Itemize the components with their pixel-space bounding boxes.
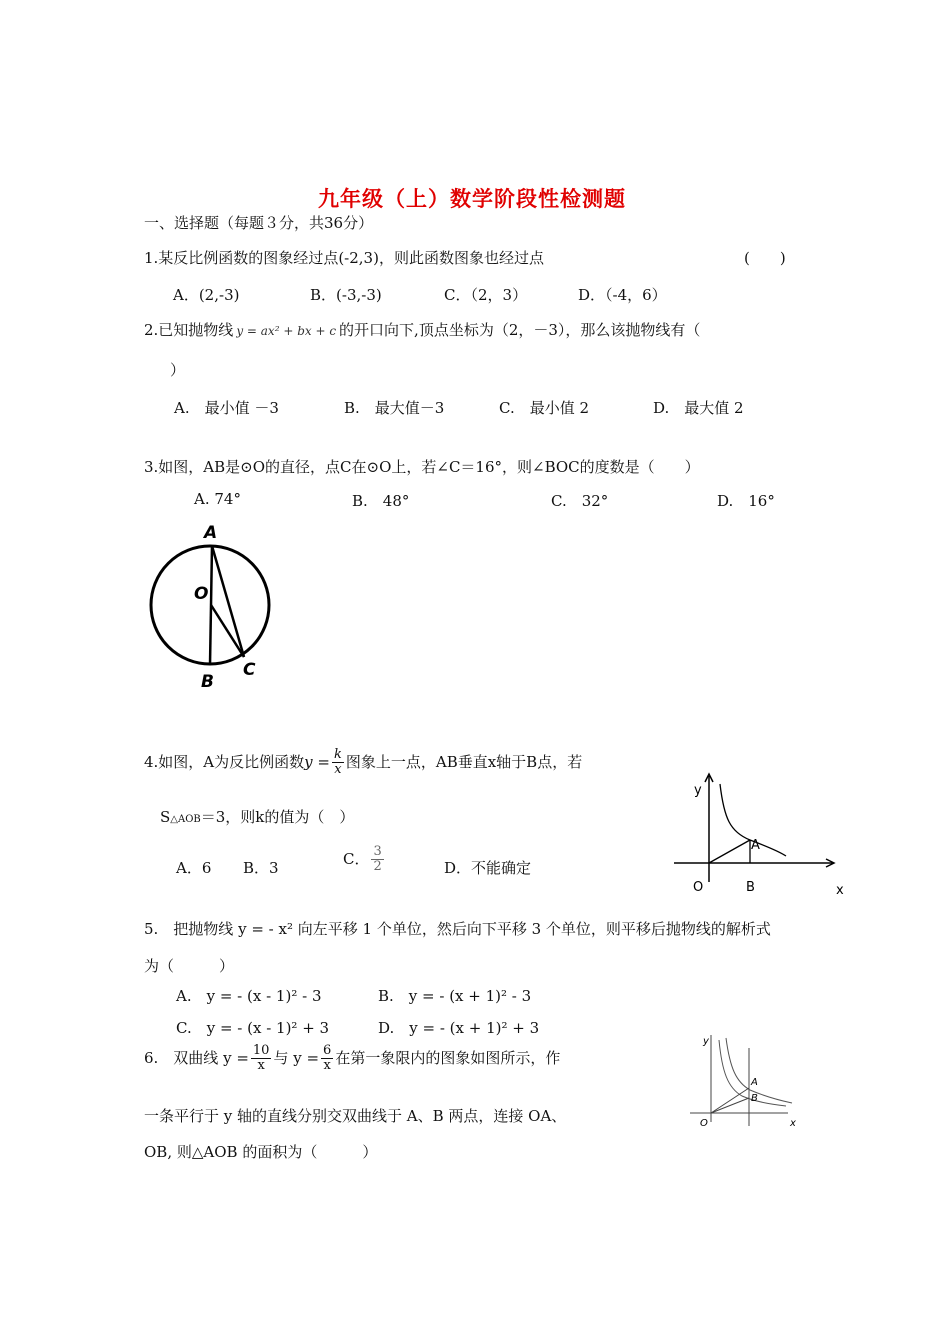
q1-stem: 1.某反比例函数的图象经过点(-2,3)，则此函数图象也经过点	[144, 249, 544, 267]
q4-y-eq: y =	[304, 752, 330, 771]
q6-stem-line1	[144, 1044, 560, 1074]
label-b: B	[751, 1093, 758, 1104]
q2-option-b: B. 最大值－3	[344, 399, 445, 417]
q4-frac-num: k	[333, 747, 342, 762]
label-a: A	[751, 1077, 758, 1088]
q5-stem-line2: 为（ ）	[144, 957, 235, 975]
q6-stem-b: 在第一象限内的图象如图所示，作	[335, 1048, 561, 1067]
q4-s: S	[160, 808, 171, 826]
q2-option-d: D. 最大值 2	[653, 399, 744, 417]
q4-graph-figure	[668, 770, 848, 900]
segment-oc	[211, 605, 244, 657]
q1-option-d: D．（-4，6）	[578, 286, 667, 304]
label-c: C	[243, 660, 256, 680]
q4-option-b: B．3	[243, 859, 279, 877]
q2-formula: y = ax² + bx + c	[236, 324, 337, 338]
q5-option-b: B. y = - (x + 1)² - 3	[378, 987, 532, 1005]
q3-option-a: A. 74°	[194, 490, 241, 508]
label-y: y	[703, 1036, 709, 1047]
q2-stem-line2: ）	[170, 361, 186, 379]
q5-option-c: C. y = - (x - 1)² + 3	[176, 1019, 330, 1037]
q4-option-c-fraction	[371, 845, 383, 875]
q3-option-c: C. 32°	[551, 492, 609, 510]
section-heading: 一、选择题（每题３分，共36分）	[144, 214, 374, 232]
q6-fraction-6-over-x	[321, 1044, 333, 1074]
q4-s-sub: △AOB	[170, 814, 201, 825]
q6-stem-line2: 一条平行于 y 轴的直线分别交双曲线于 A、B 两点，连接 OA、	[144, 1107, 567, 1125]
q4-optc-num: 3	[373, 844, 382, 859]
q1-option-b: B．(-3,-3)	[310, 286, 382, 304]
q4-line2-b: ＝3，则k的值为（ ）	[200, 808, 355, 826]
label-b: B	[201, 672, 214, 692]
label-b: B	[746, 880, 755, 895]
q4-frac-den: x	[334, 762, 342, 778]
segment-oa	[709, 840, 750, 863]
q5-option-a: A. y = - (x - 1)² - 3	[176, 987, 322, 1005]
q5-stem: 5. 把抛物线 y = - x² 向左平移 1 个单位，然后向下平移 3 个单位，则平移后抛物线的解析式	[144, 920, 771, 938]
q6-d2: x	[323, 1058, 331, 1074]
label-x: x	[836, 883, 844, 898]
q3-stem: 3.如图，AB是⊙O的直径，点C在⊙O上，若∠C＝16°，则∠BOC的度数是（ ）	[144, 458, 700, 476]
q4-stem-b: 图象上一点，AB垂直x轴于B点，若	[345, 752, 583, 771]
label-a: A	[204, 523, 218, 543]
q3-circle-figure	[140, 515, 290, 695]
q2-option-c: C. 最小值 2	[499, 399, 590, 417]
label-x: x	[790, 1118, 796, 1129]
page-title: 九年级（上）数学阶段性检测题	[318, 187, 626, 211]
label-o: O	[194, 584, 209, 604]
q6-fraction-10-over-x	[251, 1044, 272, 1074]
q4-optc-den: 2	[373, 859, 382, 875]
label-o: O	[700, 1118, 708, 1129]
q4-option-c	[343, 845, 386, 875]
q1-answer-paren: ( )	[744, 249, 786, 267]
q5-option-d: D. y = - (x + 1)² + 3	[378, 1019, 540, 1037]
q4-stem-a: 4.如图，A为反比例函数	[144, 752, 305, 771]
q6-d1: x	[257, 1058, 265, 1074]
q4-option-d: D．不能确定	[444, 859, 532, 877]
label-a: A	[751, 838, 760, 853]
q6-stem-line3: OB, 则△AOB 的面积为（ ）	[144, 1143, 378, 1161]
label-y: y	[694, 783, 702, 798]
q2-stem-b: 的开口向下,顶点坐标为（2，－3），那么该抛物线有（	[339, 321, 701, 339]
hyperbola-10-over-x	[726, 1038, 792, 1103]
q2-stem-line1	[144, 319, 700, 340]
q3-option-d: D. 16°	[717, 492, 775, 510]
q4-stem-line1	[144, 748, 582, 778]
q2-stem-a: 2.已知抛物线	[144, 321, 234, 339]
q4-option-a: A．6	[176, 859, 212, 877]
q6-n1: 10	[252, 1043, 270, 1058]
q6-graph-figure	[686, 1030, 806, 1130]
q3-option-b: B. 48°	[352, 492, 410, 510]
q6-stem-a: 6. 双曲线 y =	[144, 1048, 249, 1067]
q1-option-c: C．（2，3）	[444, 286, 528, 304]
label-o: O	[693, 880, 704, 895]
q6-n2: 6	[323, 1043, 332, 1058]
q1-option-a: A．(2,-3)	[173, 286, 240, 304]
q4-option-c-label: C．	[343, 849, 370, 868]
q6-stem-mid: 与 y =	[273, 1048, 320, 1067]
q4-fraction-k-over-x	[332, 748, 344, 778]
q2-option-a: A. 最小值 －3	[174, 399, 279, 417]
segment-ac	[212, 546, 244, 657]
q4-stem-line2	[160, 806, 354, 827]
